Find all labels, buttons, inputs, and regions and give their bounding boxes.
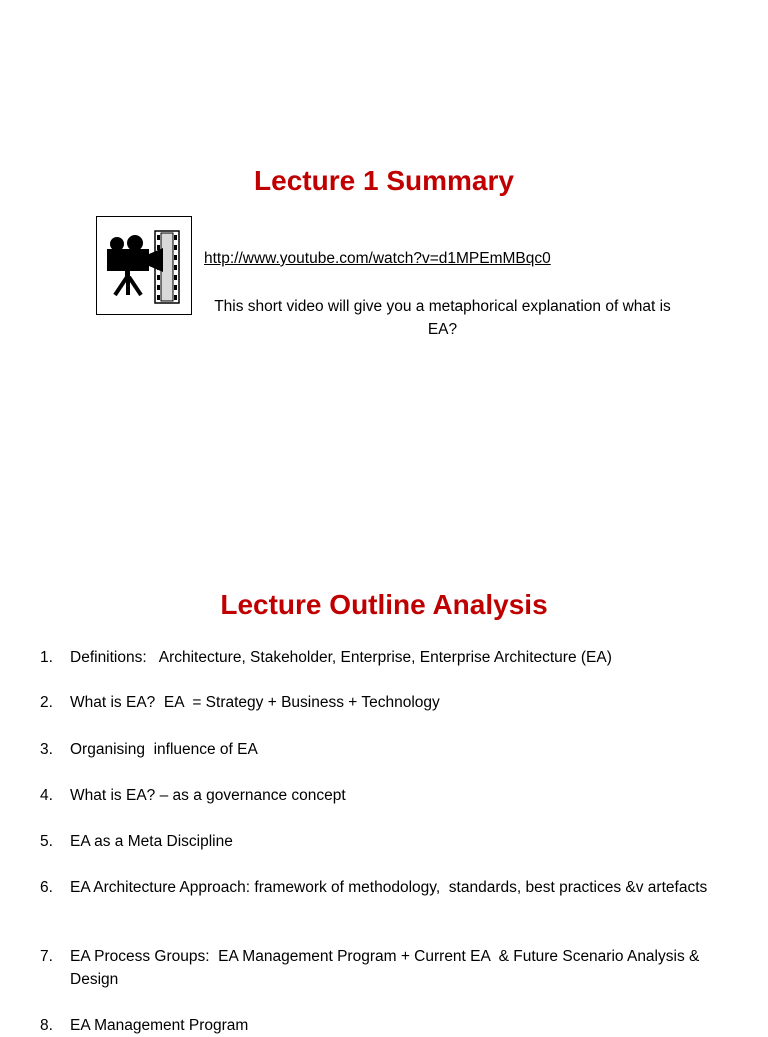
list-item-text: What is EA? EA = Strategy + Business + Technology <box>70 694 440 711</box>
video-description: This short video will give you a metaphorical explanation of what is EA? <box>214 298 671 338</box>
list-item-number: 2. <box>40 694 53 711</box>
summary-title: Lecture 1 Summary <box>254 165 514 196</box>
list-item-text: Organising influence of EA <box>70 741 258 758</box>
list-item-text: EA Process Groups: EA Management Program + Current EA & Future Scenario Analysis & Design <box>70 948 704 988</box>
list-item-number: 1. <box>40 649 53 666</box>
list-item-number: 4. <box>40 787 53 804</box>
video-thumbnail[interactable] <box>96 216 192 315</box>
list-item-number: 7. <box>40 948 53 965</box>
movie-camera-icon <box>97 217 191 314</box>
list-item-text: What is EA? – as a governance concept <box>70 787 346 804</box>
list-item-text: EA Management Program <box>70 1017 249 1034</box>
list-item-number: 3. <box>40 741 53 758</box>
video-link[interactable]: http://www.youtube.com/watch?v=d1MPEmMBqc0 <box>204 250 551 267</box>
outline-title: Lecture Outline Analysis <box>220 589 548 620</box>
list-item-number: 5. <box>40 833 53 850</box>
list-item-number: 8. <box>40 1017 53 1034</box>
list-item-number: 6. <box>40 879 53 896</box>
list-item-text: EA Architecture Approach: framework of methodology, standards, best practices &v artefacts <box>70 879 708 896</box>
list-item-text: EA as a Meta Discipline <box>70 833 233 850</box>
list-item-text: Definitions: Architecture, Stakeholder, Enterprise, Enterprise Architecture (EA) <box>70 649 612 666</box>
